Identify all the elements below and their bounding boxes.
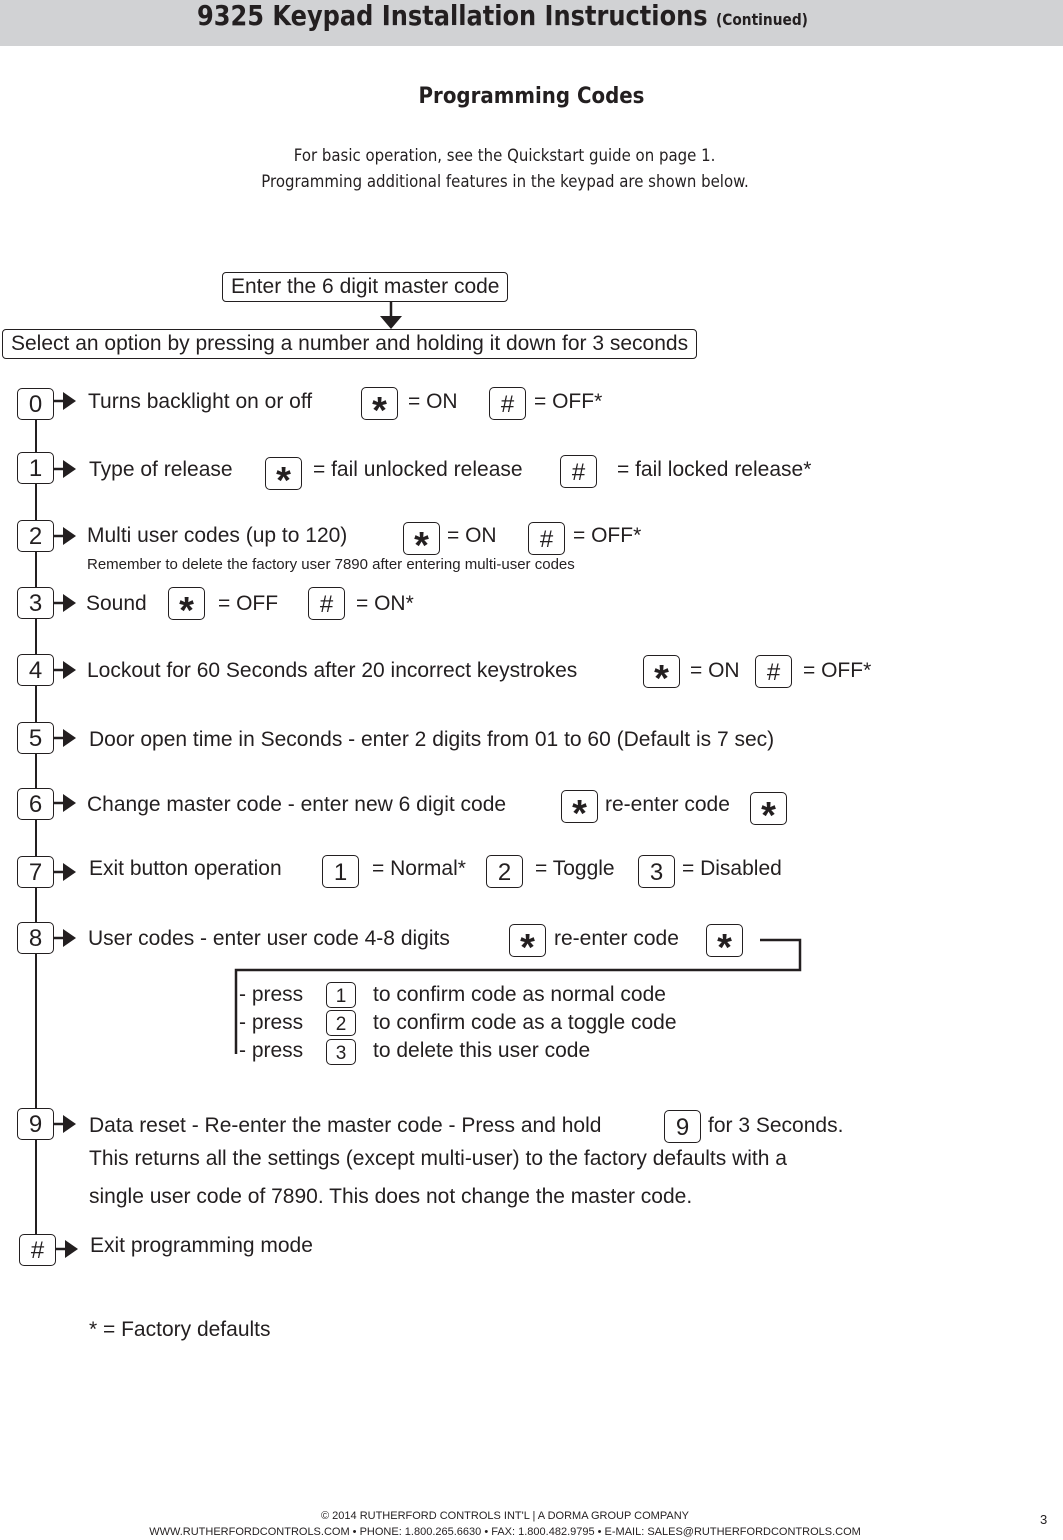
option-0-hash-text: = OFF* (534, 390, 603, 413)
option-0-text: Turns backlight on or off (88, 390, 313, 413)
star-key: * (168, 587, 205, 620)
option-9-key: 9 (17, 1108, 54, 1140)
option-1-hash-text: = fail locked release* (617, 458, 812, 481)
page-subtitle: (Continued) (715, 10, 808, 29)
nine-key: 9 (664, 1110, 701, 1143)
three-key: 3 (638, 855, 675, 888)
option-4-hash-text: = OFF* (803, 659, 872, 682)
down-arrow-icon (378, 302, 404, 330)
hash-key: # (308, 587, 345, 620)
hash-key: # (489, 387, 526, 420)
option-4-text: Lockout for 60 Seconds after 20 incorrect keystrokes (87, 659, 578, 682)
star-key: * (361, 387, 398, 420)
header-bar (0, 0, 1063, 46)
option-9-text: Data reset - Re-enter the master code - Press and hold (89, 1114, 602, 1137)
two-key: 2 (326, 1010, 356, 1036)
option-1-key: 1 (17, 452, 54, 484)
option-7-disabled-text: = Disabled (682, 857, 782, 880)
three-key: 3 (326, 1039, 356, 1065)
star-key: * (561, 790, 598, 823)
right-arrow-icon (54, 660, 76, 680)
right-arrow-icon (56, 1239, 78, 1259)
intro-line-2: Programming additional features in the keypad are shown below. (261, 172, 749, 192)
option-hash-text: Exit programming mode (90, 1234, 313, 1257)
footer-copyright: © 2014 RUTHERFORD CONTROLS INT'L | A DORMA GROUP COMPANY (321, 1510, 689, 1522)
footer-contact: WWW.RUTHERFORDCONTROLS.COM • PHONE: 1.800.265.6630 • FAX: 1.800.482.9795 • E-MAIL: SALES@RUTHERFORDCONTROLS.COM (149, 1526, 861, 1538)
option-2-text: Multi user codes (up to 120) (87, 524, 348, 547)
option-4-star-text: = ON (690, 659, 740, 682)
option-2-hash-text: = OFF* (573, 524, 642, 547)
page-title: 9325 Keypad Installation Instructions (Continued) (197, 0, 808, 32)
option-8-sub-press: - press (239, 1039, 304, 1062)
option-2-note: Remember to delete the factory user 7890 after entering multi-user codes (87, 556, 575, 573)
hash-key: # (560, 455, 597, 488)
option-8-sub-text: to confirm code as normal code (373, 983, 666, 1006)
right-arrow-icon (54, 526, 76, 546)
star-key: * (509, 924, 546, 957)
step-select-option: Select an option by pressing a number and holding it down for 3 seconds (2, 329, 697, 359)
right-arrow-icon (54, 593, 76, 613)
option-2-star-text: = ON (447, 524, 497, 547)
option-1-star-text: = fail unlocked release (313, 458, 523, 481)
one-key: 1 (326, 982, 356, 1008)
option-8-sub-press: - press (239, 1011, 304, 1034)
option-7-toggle-text: = Toggle (535, 857, 615, 880)
star-key: * (643, 655, 680, 688)
option-2-key: 2 (17, 520, 54, 552)
right-arrow-icon (54, 862, 76, 882)
right-arrow-icon (54, 391, 76, 411)
hash-key: # (528, 522, 565, 555)
intro-line-1: For basic operation, see the Quickstart guide on page 1. (294, 146, 716, 166)
option-0-key: 0 (17, 388, 54, 420)
option-7-normal-text: = Normal* (372, 857, 466, 880)
option-6-text: Change master code - enter new 6 digit code (87, 793, 507, 816)
star-key: * (403, 522, 440, 555)
option-8-key: 8 (17, 922, 54, 954)
option-8-sub-press: - press (239, 983, 304, 1006)
option-hash-key: # (19, 1234, 56, 1266)
step-enter-master-code: Enter the 6 digit master code (222, 272, 508, 302)
option-1-text: Type of release (89, 458, 233, 481)
option-6-reenter-text: re-enter code (605, 793, 730, 816)
right-arrow-icon (54, 928, 76, 948)
option-8-sub-text: to confirm code as a toggle code (373, 1011, 677, 1034)
option-5-text: Door open time in Seconds - enter 2 digits from 01 to 60 (Default is 7 sec) (89, 728, 775, 751)
option-7-text: Exit button operation (89, 857, 282, 880)
option-3-star-text: = OFF (218, 592, 279, 615)
option-9-line-3: single user code of 7890. This does not change the master code. (89, 1185, 693, 1208)
hash-key: # (755, 655, 792, 688)
one-key: 1 (322, 855, 359, 888)
factory-defaults-note: * = Factory defaults (89, 1318, 271, 1341)
right-arrow-icon (54, 728, 76, 748)
star-key: * (265, 457, 302, 490)
right-arrow-icon (54, 793, 76, 813)
section-title: Programming Codes (418, 84, 645, 109)
option-8-reenter-text: re-enter code (554, 927, 679, 950)
star-key: * (750, 792, 787, 825)
right-arrow-icon (54, 459, 76, 479)
star-key: * (706, 924, 743, 957)
two-key: 2 (486, 855, 523, 888)
option-8-text: User codes - enter user code 4-8 digits (88, 927, 450, 950)
page-number: 3 (1040, 1512, 1048, 1527)
option-4-key: 4 (17, 654, 54, 686)
option-8-sub-text: to delete this user code (373, 1039, 591, 1062)
option-3-text: Sound (86, 592, 147, 615)
option-0-star-text: = ON (408, 390, 458, 413)
option-7-key: 7 (17, 856, 54, 888)
option-3-key: 3 (17, 587, 54, 619)
option-9-after-text: for 3 Seconds. (708, 1114, 844, 1137)
right-arrow-icon (54, 1114, 76, 1134)
option-5-key: 5 (17, 722, 54, 754)
option-9-line-2: This returns all the settings (except multi-user) to the factory defaults with a (89, 1147, 787, 1170)
option-6-key: 6 (17, 788, 54, 820)
option-3-hash-text: = ON* (356, 592, 414, 615)
